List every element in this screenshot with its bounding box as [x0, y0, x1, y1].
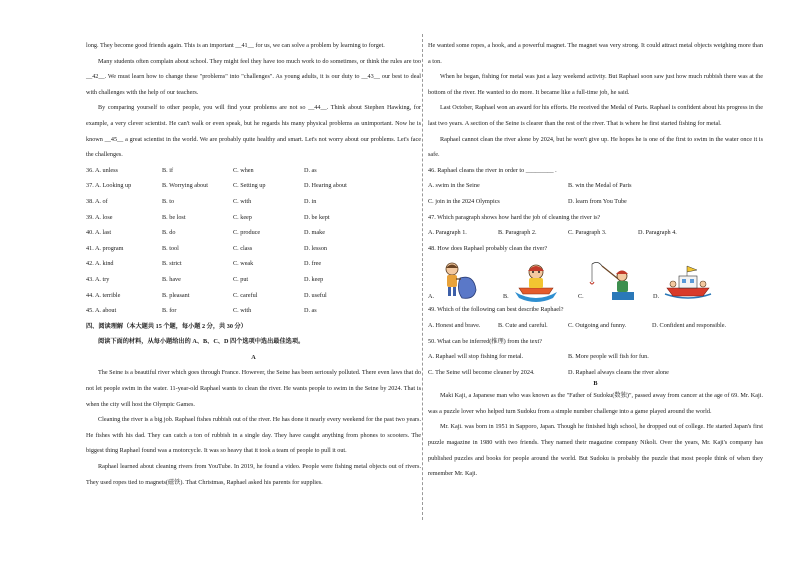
question-47-options	[428, 225, 763, 241]
option-a[interactable]: A. Raphael will stop fishing for metal.	[428, 353, 524, 361]
option-b[interactable]: B. have	[162, 275, 181, 283]
question-46: 46. Raphael cleans the river in order to _________ .	[428, 166, 557, 174]
option-c[interactable]: C. keep	[233, 213, 252, 221]
option-c[interactable]: C. when	[233, 166, 254, 174]
question-42-options	[86, 256, 421, 272]
question-50-options-row-1	[428, 349, 763, 365]
option-a[interactable]: 42. A. kind	[86, 260, 114, 268]
option-c[interactable]: C. Outgoing and funny.	[568, 321, 627, 329]
passage-b-paragraph-1: Maki Kaji, a Japanese man who was known as the "Father of Sudoku(数独)", passed away from cancer at the age of 69. Mr. Kaji. was a puzzle lover who helped turn Sudoku from a simple number challenge into a game played around the world.	[428, 392, 763, 415]
picture-option-a[interactable]	[428, 260, 503, 302]
option-b[interactable]: B. tool	[162, 244, 179, 252]
option-d[interactable]: D. keep	[304, 275, 324, 283]
left-column	[86, 38, 421, 490]
cloze-options	[86, 163, 421, 319]
option-b[interactable]: B. More people will fish for fun.	[568, 353, 649, 361]
picture-label-d: D.	[653, 293, 660, 301]
option-c[interactable]: C. careful	[233, 291, 258, 299]
option-d[interactable]: D. useful	[304, 291, 327, 299]
option-c[interactable]: C. with	[233, 197, 252, 205]
question-36-options	[86, 163, 421, 179]
option-c[interactable]: C. weak	[233, 260, 254, 268]
option-c[interactable]: C. Setting up	[233, 182, 266, 190]
passage-a-paragraph-1: The Seine is a beautiful river which goes through France. However, the Seine has been seriously polluted. There even laws that do not let people swim in the water. 11-year-old Raphael wants to clean the river. He wants people to swim in the Seine by 2024. That is when the city will host the Olympic Games.	[86, 369, 421, 408]
question-47: 47. Which paragraph shows how hard the job of cleaning the river is?	[428, 213, 601, 221]
option-d[interactable]: D. Hearing about	[304, 182, 347, 190]
picture-option-d[interactable]	[653, 260, 728, 302]
passage-a-paragraph-3: Raphael learned about cleaning rivers from YouTube. In 2019, he found a video. People were fishing metal objects out of rivers. They used ropes tied to magnets(磁铁). That Christmas, Raphael asked his parents for supplies.	[86, 463, 421, 486]
option-a[interactable]: 38. A. of	[86, 197, 108, 205]
passage-a-paragraph-6: Raphael cannot clean the river alone by 2024, but he won't give up. He hopes he is one of the first to swim in the water once it is safe.	[428, 135, 763, 159]
option-b[interactable]: B. Worrying about	[162, 182, 208, 190]
question-43-options	[86, 272, 421, 288]
question-50-options-row-2	[428, 365, 763, 381]
option-a[interactable]: A. Paragraph 1.	[428, 229, 467, 237]
cloze-paragraph-2: Many students often complain about school. They might feel they have too much work to do sometimes, or think the rules are too __42__. We must learn how to change these "problems" into "challenges". As young adults, it is our duty to __43__ our best to deal with challenges with the help of our teachers.	[86, 57, 421, 96]
option-d[interactable]: D. make	[304, 229, 325, 237]
option-a[interactable]: 39. A. lose	[86, 213, 113, 221]
question-39-options	[86, 210, 421, 226]
section-instruction: 阅读下面的材料，从每小题给出的 A、B、C、D 四个选项中选出最佳选项。	[98, 338, 305, 346]
boy-with-rubbish-bag-icon	[438, 260, 482, 302]
option-d[interactable]: D. free	[304, 260, 322, 268]
column-divider	[422, 34, 423, 520]
option-d[interactable]: D. as	[304, 166, 317, 174]
option-a[interactable]: 43. A. try	[86, 275, 110, 283]
option-b[interactable]: B. pleasant	[162, 291, 190, 299]
option-b[interactable]: B. if	[162, 166, 174, 174]
option-a[interactable]: A. Honest and brave.	[428, 321, 481, 329]
cloze-paragraph-3: By comparing yourself to other people, you will find your problems are not so __44__. Think about Stephen Hawking, for example, a very clever scientist. He can't walk or even speak, but he regards his many physical problems as unimportant. Now he is known __45__ a great scientist in the world. We are probably quite healthy and smart. Let's not worry about our problems. Let's face the challenges.	[86, 104, 421, 159]
question-48: 48. How does Raphael probably clean the river?	[428, 244, 548, 252]
option-d[interactable]: D. Confident and responsible.	[652, 321, 727, 329]
option-d[interactable]: D. Raphael always cleans the river alone	[568, 368, 669, 376]
option-b[interactable]: B. do	[162, 229, 176, 237]
option-b[interactable]: B. strict	[162, 260, 182, 268]
question-49-options	[428, 318, 763, 334]
option-c[interactable]: C. with	[233, 307, 252, 315]
picture-label-c: C.	[578, 293, 584, 301]
option-d[interactable]: D. as	[304, 307, 317, 315]
passage-a-paragraph-3-cont: He wanted some ropes, a hook, and a powerful magnet. The magnet was very strong. It could attract metal objects weighing more than a ton.	[428, 42, 763, 65]
option-a[interactable]: 41. A. program	[86, 244, 124, 252]
option-b[interactable]: B. Paragraph 2.	[498, 229, 537, 237]
cloze-paragraph-1: long. They become good friends again. This is an important __41__ for us, we can solve a problem by learning to forget.	[86, 42, 385, 49]
boy-fishing-icon	[588, 260, 634, 302]
question-46-options-row-1	[428, 178, 763, 194]
passage-a-paragraph-2: Cleaning the river is a big job. Raphael fishes rubbish out of the river. He has done it nearly every weekend for the past two years. He fishes with his dad. They can catch a ton of rubbish in a single day. They have caught anything from phones to scooters. The biggest thing Raphael found was a motorcycle. It was so heavy that it took a team of people to pull it out.	[86, 416, 421, 455]
option-a[interactable]: 45. A. about	[86, 307, 117, 315]
question-50: 50. What can be inferred(推理) from the text?	[428, 337, 542, 345]
picture-label-b: B.	[503, 293, 509, 301]
picture-option-b[interactable]	[503, 260, 578, 302]
option-a[interactable]: A. swim in the Seine	[428, 182, 480, 190]
option-d[interactable]: D. in	[304, 197, 317, 205]
question-44-options	[86, 288, 421, 304]
option-d[interactable]: D. Paragraph 4.	[638, 229, 677, 237]
option-c[interactable]: C. class	[233, 244, 253, 252]
passage-a-paragraph-5: Last October, Raphael won an award for his efforts. He received the Medal of Paris. Raphael is confident about his progress in the last two years. A section of the Seine is clearer than the rest of the river. That is where he first started fishing for metal.	[428, 104, 763, 127]
passage-a-paragraph-4: When he began, fishing for metal was just a lazy weekend activity. But Raphael soon saw just how much rubbish there was at the bottom of the river. He wanted to do more. It became like a full-time job, he said.	[428, 73, 763, 96]
option-c[interactable]: C. join in the 2024 Olympics	[428, 197, 500, 205]
question-46-options-row-2	[428, 194, 763, 210]
option-a[interactable]: 40. A. last	[86, 229, 112, 237]
option-d[interactable]: D. learn from You Tube	[568, 197, 627, 205]
question-37-options	[86, 178, 421, 194]
option-a[interactable]: 36. A. unless	[86, 166, 118, 174]
passage-label-b: B	[593, 380, 598, 388]
question-49: 49. Which of the following can best describe Raphael?	[428, 306, 564, 314]
option-d[interactable]: D. be kept	[304, 213, 330, 221]
person-on-boat-icon	[513, 260, 559, 302]
option-c[interactable]: C. The Seine will become cleaner by 2024.	[428, 368, 535, 376]
question-45-options	[86, 303, 421, 319]
passage-b-paragraph-2: Mr. Kaji. was born in 1951 in Sapporo, Japan. Though he finished high school, he dropped out of college. He started Japan's first puzzle magazine in 1980 with two friends. They named their magazine company Nikoli. Over the years, Mr. Kaji's company has published puzzles and books for people around the world. But Sudoku is probably the puzzle that most people think of when they remember Mr. Kaji.	[428, 423, 763, 478]
section-title: 四、阅读理解（本大题共 15 个题，每小题 2 分，共 30 分）	[86, 322, 247, 330]
option-b[interactable]: B. to	[162, 197, 175, 205]
question-41-options	[86, 241, 421, 257]
picture-option-c[interactable]	[578, 260, 653, 302]
cleanup-boat-icon	[663, 260, 713, 302]
option-b[interactable]: B. win the Medal of Paris	[568, 182, 632, 190]
option-b[interactable]: B. be lost	[162, 213, 186, 221]
option-c[interactable]: C. produce	[233, 229, 261, 237]
option-a[interactable]: 44. A. terrible	[86, 291, 121, 299]
question-48-pictures	[428, 258, 763, 302]
option-c[interactable]: C. Paragraph 3.	[568, 229, 607, 237]
option-b[interactable]: B. for	[162, 307, 177, 315]
option-a[interactable]: 37. A. Looking up	[86, 182, 132, 190]
question-40-options	[86, 225, 421, 241]
option-c[interactable]: C. put	[233, 275, 249, 283]
option-b[interactable]: B. Cute and careful.	[498, 321, 548, 329]
picture-label-a: A.	[428, 293, 435, 301]
right-column	[428, 38, 763, 482]
option-d[interactable]: D. lesson	[304, 244, 328, 252]
passage-label-a: A	[251, 353, 256, 361]
question-38-options	[86, 194, 421, 210]
